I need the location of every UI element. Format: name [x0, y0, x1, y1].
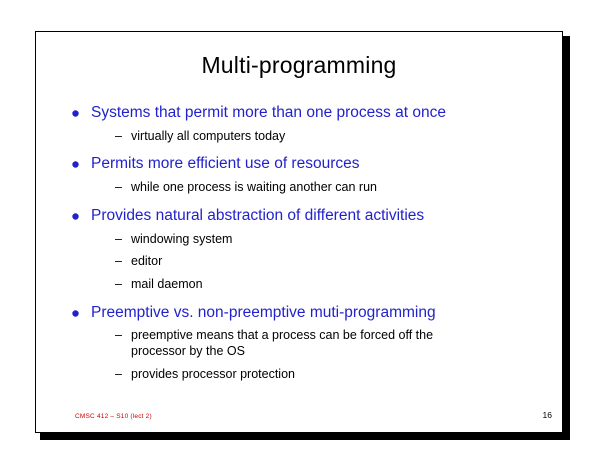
bullet-item — [72, 207, 532, 225]
sub-bullet-text: preemptive means that a process can be forced off the processor by the OS — [131, 328, 434, 358]
bullet-item — [72, 304, 532, 322]
bullet-dot-icon — [72, 104, 85, 117]
sub-bullet-text: while one process is waiting another can run — [131, 180, 377, 195]
dash-icon: – — [115, 328, 122, 343]
footer-course-label: CMSC 412 – S10 (lect 2) — [75, 413, 152, 420]
sub-bullet-item — [115, 367, 532, 383]
bullet-item — [72, 104, 532, 122]
sub-bullet-item — [115, 254, 532, 270]
sub-bullet-item — [115, 328, 532, 359]
slide-frame — [35, 31, 563, 433]
sub-bullet-item — [115, 277, 532, 293]
sub-bullet-text: editor — [131, 254, 163, 269]
sub-bullet-text: provides processor protection — [131, 366, 295, 381]
sub-bullet-text: virtually all computers today — [131, 128, 286, 143]
bullet-dot-icon — [72, 155, 85, 168]
sub-bullet-text: mail daemon — [131, 276, 203, 291]
dash-icon: – — [115, 366, 122, 381]
bullet-dot-icon — [72, 304, 85, 317]
dash-icon: – — [115, 254, 122, 269]
dash-icon: – — [115, 128, 122, 143]
page-title: Multi-programming — [201, 52, 397, 78]
sub-bullet-text: windowing system — [131, 231, 233, 246]
sub-bullet-item — [115, 180, 532, 196]
slide-content — [72, 104, 532, 382]
sub-bullet-item — [115, 129, 532, 145]
bullet-text: Provides natural abstraction of different activities — [91, 206, 425, 224]
dash-icon: – — [115, 180, 122, 195]
bullet-text: Preemptive vs. non-preemptive muti-programming — [91, 303, 436, 321]
sub-bullet-item — [115, 232, 532, 248]
bullet-item — [72, 155, 532, 173]
bullet-dot-icon — [72, 207, 85, 220]
bullet-text: Permits more efficient use of resources — [91, 155, 360, 173]
dash-icon: – — [115, 231, 122, 246]
dash-icon: – — [115, 276, 122, 291]
bullet-text: Systems that permit more than one process at once — [91, 104, 446, 121]
slide-number: 16 — [542, 410, 552, 420]
